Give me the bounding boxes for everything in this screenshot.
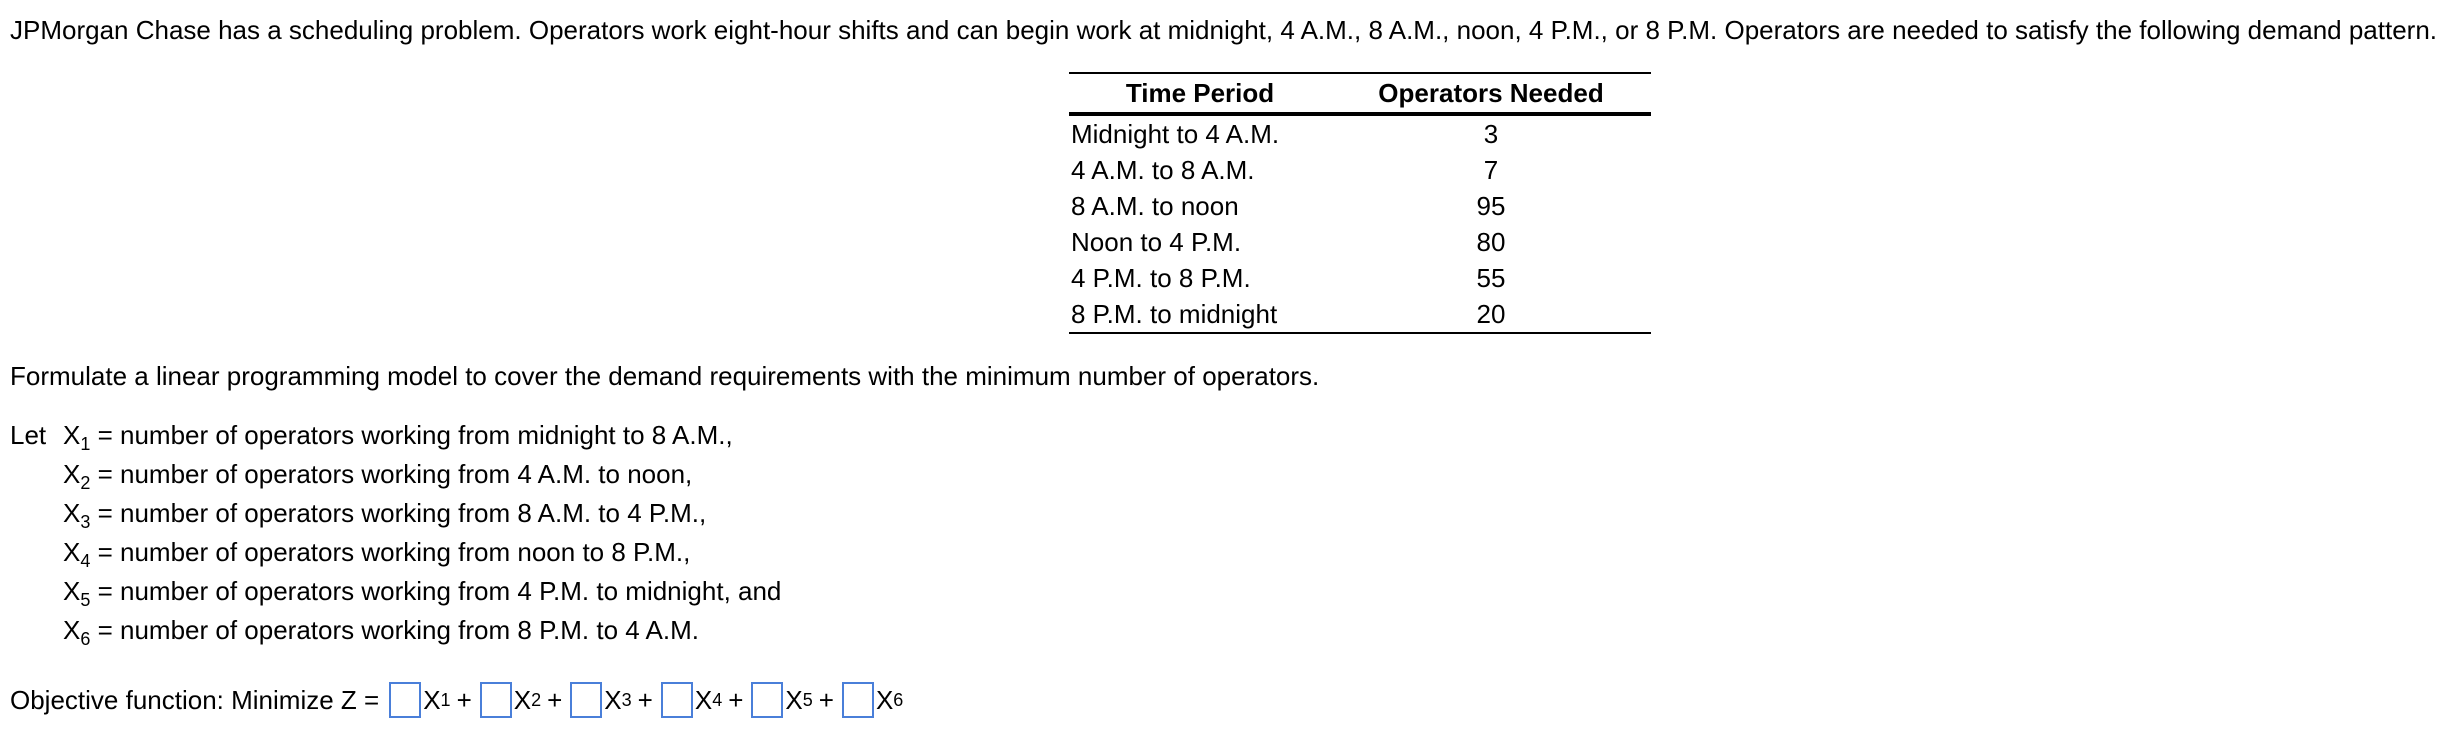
- variable-definition: [63, 455, 692, 494]
- variable-letter: X: [63, 537, 81, 567]
- variable-subscript: 5: [80, 590, 91, 610]
- let-word: Let: [10, 420, 47, 450]
- objective-term: X 5: [749, 680, 812, 720]
- definition-text: = number of operators working from noon to 8 P.M.,: [90, 537, 691, 567]
- coefficient-input-x4[interactable]: [661, 682, 693, 718]
- formulate-instruction: Formulate a linear programming model to cover the demand requirements with the minimum number of operators.: [10, 361, 1320, 391]
- coefficient-input-x2[interactable]: [480, 682, 512, 718]
- time-period-cell: Noon to 4 P.M.: [1071, 227, 1242, 257]
- variable-letter: X: [785, 685, 803, 715]
- time-period-cell: Midnight to 4 A.M.: [1071, 119, 1280, 149]
- variable-letter: X: [513, 685, 532, 715]
- plus-sign: +: [728, 685, 744, 715]
- time-period-cell: 8 A.M. to noon: [1071, 191, 1239, 221]
- variable-definition: [63, 533, 690, 572]
- objective-function: [10, 680, 903, 720]
- table-row: [1069, 296, 1651, 333]
- variable-letter: X: [63, 576, 81, 606]
- operators-needed-cell: 55: [1476, 263, 1506, 293]
- variable-subscript: 6: [80, 629, 91, 649]
- objective-term: X 4: [659, 680, 722, 720]
- variable-letter: X: [694, 685, 713, 715]
- coefficient-input-x3[interactable]: [570, 682, 602, 718]
- coefficient-input-x6[interactable]: [842, 682, 874, 718]
- variable-letter: X: [604, 685, 622, 715]
- variable-letter: X: [423, 685, 441, 715]
- problem-intro: JPMorgan Chase has a scheduling problem. Operators work eight-hour shifts and can begin work at midnight, 4 A.M., 8 A.M., noon, 4 P.M., or 8 P.M. Operators are needed to satisfy the following demand pattern.: [10, 15, 2438, 45]
- table-row: [1069, 260, 1651, 296]
- variable-subscript: 3: [80, 512, 91, 532]
- table-row: [1069, 188, 1651, 224]
- variable-letter: X: [63, 615, 81, 645]
- definition-text: = number of operators working from 4 A.M. to noon,: [90, 459, 693, 489]
- table-row: [1069, 114, 1651, 152]
- definition-text: = number of operators working from 8 A.M. to 4 P.M.,: [90, 498, 707, 528]
- variable-definition: [63, 416, 733, 455]
- definition-text: = number of operators working from 4 P.M. to midnight, and: [90, 576, 782, 606]
- variable-subscript: 2: [80, 473, 91, 493]
- variable-definition: [63, 611, 699, 650]
- table-row: [1069, 152, 1651, 188]
- operators-needed-cell: 80: [1476, 227, 1506, 257]
- operators-needed-cell: 20: [1331, 296, 1651, 333]
- variable-letter: X: [63, 420, 81, 450]
- time-period-cell: 4 A.M. to 8 A.M.: [1071, 155, 1255, 185]
- objective-term: X 2: [478, 680, 541, 720]
- header-operators-needed: Operators Needed: [1331, 73, 1651, 114]
- table-header-row: [1069, 73, 1651, 114]
- plus-sign: +: [547, 685, 563, 715]
- plus-sign: +: [456, 685, 472, 715]
- objective-label: Objective function: Minimize Z =: [10, 685, 380, 715]
- variable-definition: [63, 494, 706, 533]
- definition-text: = number of operators working from midnight to 8 A.M.,: [90, 420, 733, 450]
- objective-term: X 3: [568, 680, 631, 720]
- objective-term: X 1: [387, 680, 450, 720]
- operators-needed-cell: 95: [1476, 191, 1506, 221]
- header-time-period: Time Period: [1069, 73, 1331, 114]
- variable-letter: X: [63, 498, 81, 528]
- time-period-cell: 4 P.M. to 8 P.M.: [1071, 263, 1251, 293]
- operators-needed-cell: 7: [1483, 155, 1499, 185]
- demand-table: [1069, 72, 1651, 334]
- plus-sign: +: [818, 685, 834, 715]
- variable-subscript: 1: [80, 434, 91, 454]
- objective-term: X 6: [840, 680, 903, 720]
- variable-letter: X: [875, 685, 894, 715]
- operators-needed-cell: 3: [1483, 119, 1499, 149]
- definition-text: = number of operators working from 8 P.M. to 4 A.M.: [90, 615, 699, 645]
- coefficient-input-x5[interactable]: [751, 682, 783, 718]
- variable-letter: X: [63, 459, 81, 489]
- time-period-cell: 8 P.M. to midnight: [1069, 296, 1331, 333]
- variable-definition: [63, 572, 781, 611]
- table-row: [1069, 224, 1651, 260]
- variable-subscript: 4: [80, 551, 91, 571]
- coefficient-input-x1[interactable]: [389, 682, 421, 718]
- plus-sign: +: [637, 685, 653, 715]
